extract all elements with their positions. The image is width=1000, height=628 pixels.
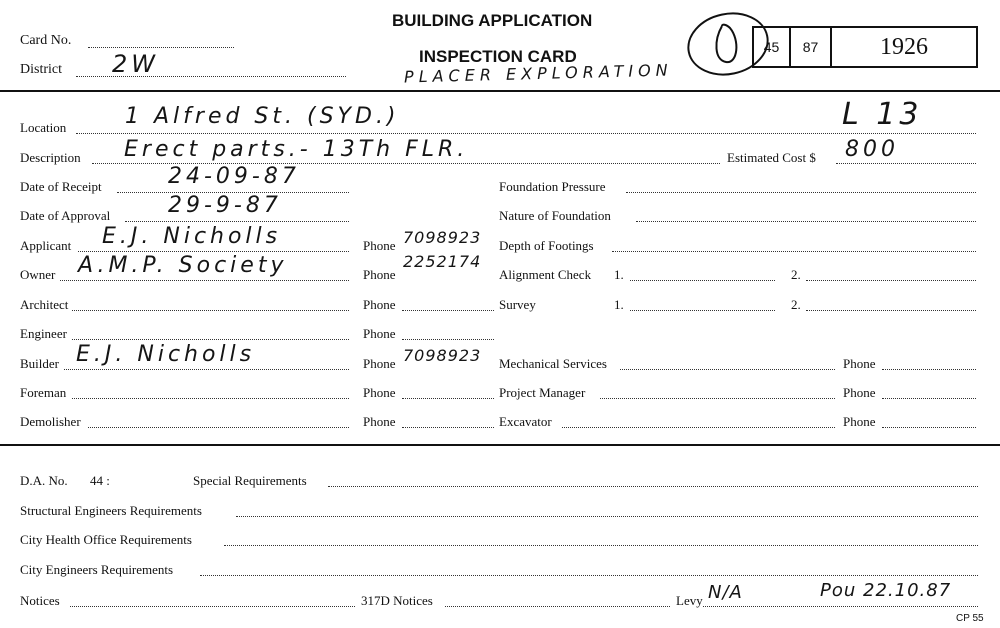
builder-value: E.J. Nicholls	[76, 342, 256, 367]
applicant-phone-value: 7098923	[403, 228, 482, 247]
architect-phone-label: Phone	[363, 297, 396, 312]
applicant-label: Applicant	[20, 238, 72, 253]
foreman-label: Foreman	[20, 385, 67, 400]
location-label: Location	[20, 120, 67, 135]
location-value: 1 Alfred St. (SYD.)	[125, 104, 400, 129]
survey-one-label: 1.	[614, 297, 624, 312]
date-approval-label: Date of Approval	[20, 208, 111, 223]
da-no-label: D.A. No.	[20, 473, 68, 488]
project-manager-label: Project Manager	[499, 385, 586, 400]
survey-label: Survey	[499, 297, 536, 312]
estimated-cost-value: 800	[845, 137, 899, 162]
levy-value: N/A	[708, 582, 743, 603]
engineer-line	[72, 339, 349, 340]
signature-note: Pou 22.10.87	[820, 580, 952, 601]
lot-note: L 13	[842, 97, 923, 132]
estimated-cost-label: Estimated Cost $	[727, 150, 816, 165]
project-name-handwritten: PLACER EXPLORATION	[403, 60, 673, 87]
top-divider	[0, 90, 1000, 92]
health-req-line	[224, 545, 978, 546]
alignment-check-label: Alignment Check	[499, 267, 592, 282]
alignment-one-label: 1.	[614, 267, 624, 282]
project-manager-phone-line	[882, 398, 976, 399]
special-req-line	[328, 486, 978, 487]
mechanical-phone-label: Phone	[843, 356, 876, 371]
notices-label: Notices	[20, 593, 60, 608]
engineer-phone-label: Phone	[363, 326, 396, 341]
foundation-pressure-label: Foundation Pressure	[499, 179, 606, 194]
district-label: District	[20, 62, 62, 77]
notices-317d-line	[445, 606, 670, 607]
nature-foundation-label: Nature of Foundation	[499, 208, 611, 223]
card-box-1: 45	[752, 26, 791, 68]
survey-two-line	[806, 310, 976, 311]
special-req-label: Special Requirements	[193, 473, 307, 488]
foreman-phone-label: Phone	[363, 385, 396, 400]
location-line	[76, 133, 976, 134]
project-manager-phone-label: Phone	[843, 385, 876, 400]
foundation-pressure-line	[626, 192, 976, 193]
survey-two-label: 2.	[791, 297, 801, 312]
card-number-box: 1926	[830, 26, 978, 68]
demolisher-phone-label: Phone	[363, 414, 396, 429]
architect-line	[72, 310, 349, 311]
excavator-label: Excavator	[499, 414, 552, 429]
alignment-one-line	[630, 280, 775, 281]
form-subtitle: INSPECTION CARD	[419, 47, 577, 66]
survey-one-line	[630, 310, 775, 311]
notices-317d-label: 317D Notices	[361, 593, 433, 608]
form-title: BUILDING APPLICATION	[392, 11, 593, 30]
nature-foundation-line	[636, 221, 976, 222]
builder-phone-value: 7098923	[403, 346, 482, 365]
form-code: CP 55	[956, 613, 984, 624]
demolisher-label: Demolisher	[20, 414, 81, 429]
applicant-line	[78, 251, 349, 252]
excavator-line	[562, 427, 835, 428]
owner-phone-value: 2252174	[403, 252, 482, 271]
date-approval-line	[125, 221, 349, 222]
owner-label: Owner	[20, 267, 56, 282]
card-no-label: Card No.	[20, 33, 72, 48]
card-box-2: 87	[789, 26, 832, 68]
date-approval-value: 29-9-87	[168, 193, 282, 218]
card-no-line	[88, 47, 234, 48]
engineer-label: Engineer	[20, 326, 67, 341]
foreman-phone-line	[402, 398, 494, 399]
estimated-cost-line	[836, 163, 976, 164]
middle-divider	[0, 444, 1000, 446]
depth-footings-line	[612, 251, 976, 252]
project-manager-line	[600, 398, 835, 399]
alignment-two-line	[806, 280, 976, 281]
builder-label: Builder	[20, 356, 59, 371]
city-eng-req-label: City Engineers Requirements	[20, 562, 174, 577]
mechanical-label: Mechanical Services	[499, 356, 607, 371]
date-receipt-value: 24-09-87	[168, 164, 300, 189]
depth-footings-label: Depth of Footings	[499, 238, 594, 253]
mechanical-phone-line	[882, 369, 976, 370]
builder-phone-label: Phone	[363, 356, 396, 371]
da-no-value: 44 :	[90, 473, 110, 488]
owner-value: A.M.P. Society	[78, 253, 288, 278]
applicant-value: E.J. Nicholls	[102, 224, 282, 249]
date-receipt-label: Date of Receipt	[20, 179, 102, 194]
engineer-phone-line	[402, 339, 494, 340]
demolisher-line	[88, 427, 349, 428]
health-req-label: City Health Office Requirements	[20, 532, 192, 547]
excavator-phone-line	[882, 427, 976, 428]
description-label: Description	[20, 150, 81, 165]
structural-req-line	[236, 516, 978, 517]
builder-line	[64, 369, 349, 370]
mechanical-line	[620, 369, 835, 370]
structural-req-label: Structural Engineers Requirements	[20, 503, 202, 518]
description-value: Erect parts.- 13Th FLR.	[124, 137, 469, 162]
owner-phone-label: Phone	[363, 267, 396, 282]
owner-line	[60, 280, 349, 281]
levy-label: Levy	[676, 593, 703, 608]
architect-label: Architect	[20, 297, 69, 312]
alignment-two-label: 2.	[791, 267, 801, 282]
notices-line	[70, 606, 355, 607]
applicant-phone-label: Phone	[363, 238, 396, 253]
foreman-line	[72, 398, 349, 399]
city-eng-req-line	[200, 575, 978, 576]
district-value: 2W	[112, 50, 159, 78]
excavator-phone-label: Phone	[843, 414, 876, 429]
demolisher-phone-line	[402, 427, 494, 428]
architect-phone-line	[402, 310, 494, 311]
levy-line	[703, 606, 978, 607]
